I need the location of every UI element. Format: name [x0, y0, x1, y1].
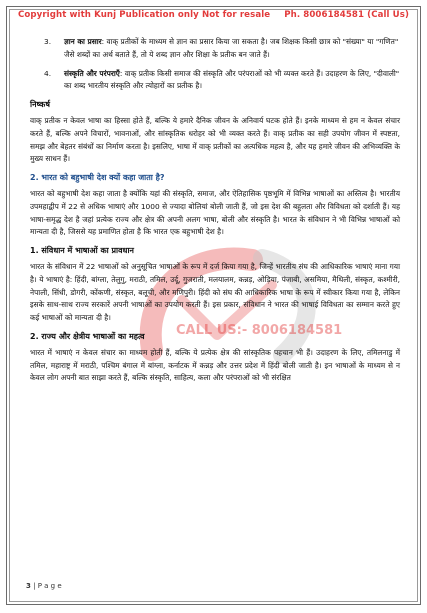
copyright-notice: Copyright with Kunj Publication only Not for resale	[17, 10, 271, 20]
list-item-text: : वाक् प्रतीकों के माध्यम से ज्ञान का प्रसार किया जा सकता है। जब शिक्षक किसी छात्र को "संख्या" या "गणित" जैसे शब्दों का अर्थ बताते हैं, तो ये शब्द ज्ञान और शिक्षा के प्रतीक बन जाते हैं।	[64, 37, 399, 59]
section-paragraph: भारत को बहुभाषी देश कहा जाता है क्योंकि यहां की संस्कृति, समाज, और ऐतिहासिक पृष्ठभूमि में विभिन्न भाषाओं का अस्तित्व है। भारतीय उपमहाद्वीप में 22 से अधिक भाषाएं और 1000 से ज्यादा बोलियां बोली जाती हैं, जो इस देश की बहुलता और विविधता को दर्शाती हैं। यह भाषा-समृद्ध देश है जहां प्रत्येक राज्य और क्षेत्र की अपनी अलग भाषा, बोली और संस्कृति है। भारत के संविधान ने भी विभिन्न भाषाओं को मान्यता दी है, जिससे यह प्रमाणित होता है कि भारत एक बहुभाषी देश है।	[30, 188, 400, 237]
conclusion-heading: निष्कर्ष	[30, 100, 50, 110]
subsection-heading-regional: 2. राज्य और क्षेत्रीय भाषाओं का महत्व	[30, 331, 145, 341]
subsection-paragraph-regional: भारत में भाषाएं न केवल संचार का माध्यम होती हैं, बल्कि ये प्रत्येक क्षेत्र की सांस्कृतिक पहचान भी हैं। उदाहरण के लिए, तमिलनाडु में तमिल, महाराष्ट्र में मराठी, पश्चिम बंगाल में बांग्ला, कर्नाटक में कन्नड़ और उत्तर प्रदेश में हिंदी बोली जाती है। इन भाषाओं के माध्यम से न केवल लोग अपनी बात साझा करते हैं, बल्कि संस्कृति, साहित्य, कला और परंपराओं को भी संरक्षित	[30, 347, 400, 383]
subsection-heading-constitution: 1. संविधान में भाषाओं का प्रावधान	[30, 246, 134, 256]
subsection-paragraph-constitution: भारत के संविधान में 22 भाषाओं को अनुसूचित भाषाओं के रूप में दर्ज किया गया है, जिन्हें भारतीय संघ की आधिकारिक भाषाएं माना गया है। ये भाषाएं है: हिंदी, बांग्ला, तेलुगु, मराठी, तमिल, उर्दू, गुजराती, मलयालम, कन्नड़, ओड़िया, पंजाबी, असमिया, मैथिली, संस्कृत, कश्मीरी, नेपाली, सिंधी, डोगरी, कोंकणी, संस्कृत, बलूची, और मणिपुरी। हिंदी को संघ की आधिकारिक भाषा के रूप में स्वीकार किया गया है, लेकिन इसके साथ-साथ राज्य सरकारें अपनी भाषाओं का उपयोग करती हैं। इस प्रकार, संविधान ने भारत की भाषाई विविधता का सम्मान करते हुए कई भाषाओं को मान्यता दी है।	[30, 261, 400, 323]
copyright-header	[0, 10, 427, 20]
list-item-term: संस्कृति और परंपराएँ	[64, 68, 120, 78]
list-item-text: : वाक् प्रतीक किसी समाज की संस्कृति और परंपराओं को भी व्यक्त करते हैं। उदाहरण के लिए, "दीवाली" का शब्द भारतीय संस्कृति और त्योहारों का प्रतीक है।	[64, 68, 400, 91]
conclusion-paragraph: वाक् प्रतीक न केवल भाषा का हिस्सा होते हैं, बल्कि ये हमारे दैनिक जीवन के अनिवार्य घटक होते हैं। इनके माध्यम से हम न केवल संचार करते हैं, बल्कि अपने विचारों, भावनाओं, और सांस्कृतिक धरोहर को भी व्यक्त करते हैं। वाक् प्रतीक का सही उपयोग जीवन में स्पष्टता, समझ और बेहतर संबंधों का निर्माण करता है। इसलिए, भाषा में वाक् प्रतीकों का अत्यधिक महत्व है, और यह हमारे जीवन की अभिव्यक्ति के मुख्य साधन हैं।	[30, 115, 400, 164]
contact-phone: Ph. 8006184581 (Call Us)	[284, 10, 410, 20]
list-item-number: 3.	[44, 37, 52, 46]
list-item-number: 4.	[44, 68, 52, 78]
footer-separator: |	[33, 582, 36, 590]
section-heading: 2. भारत को बहुभाषी देश क्यों कहा जाता है?	[30, 173, 165, 183]
page-footer	[26, 582, 62, 590]
watermark-phone: CALL US:- 8006184581	[176, 323, 343, 338]
page-label: P a g e	[37, 582, 62, 590]
list-item	[42, 36, 400, 62]
list-item	[42, 68, 400, 94]
page-number: 3	[26, 582, 31, 590]
page-content	[30, 36, 400, 391]
list-item-term: ज्ञान का प्रसार	[64, 37, 102, 46]
